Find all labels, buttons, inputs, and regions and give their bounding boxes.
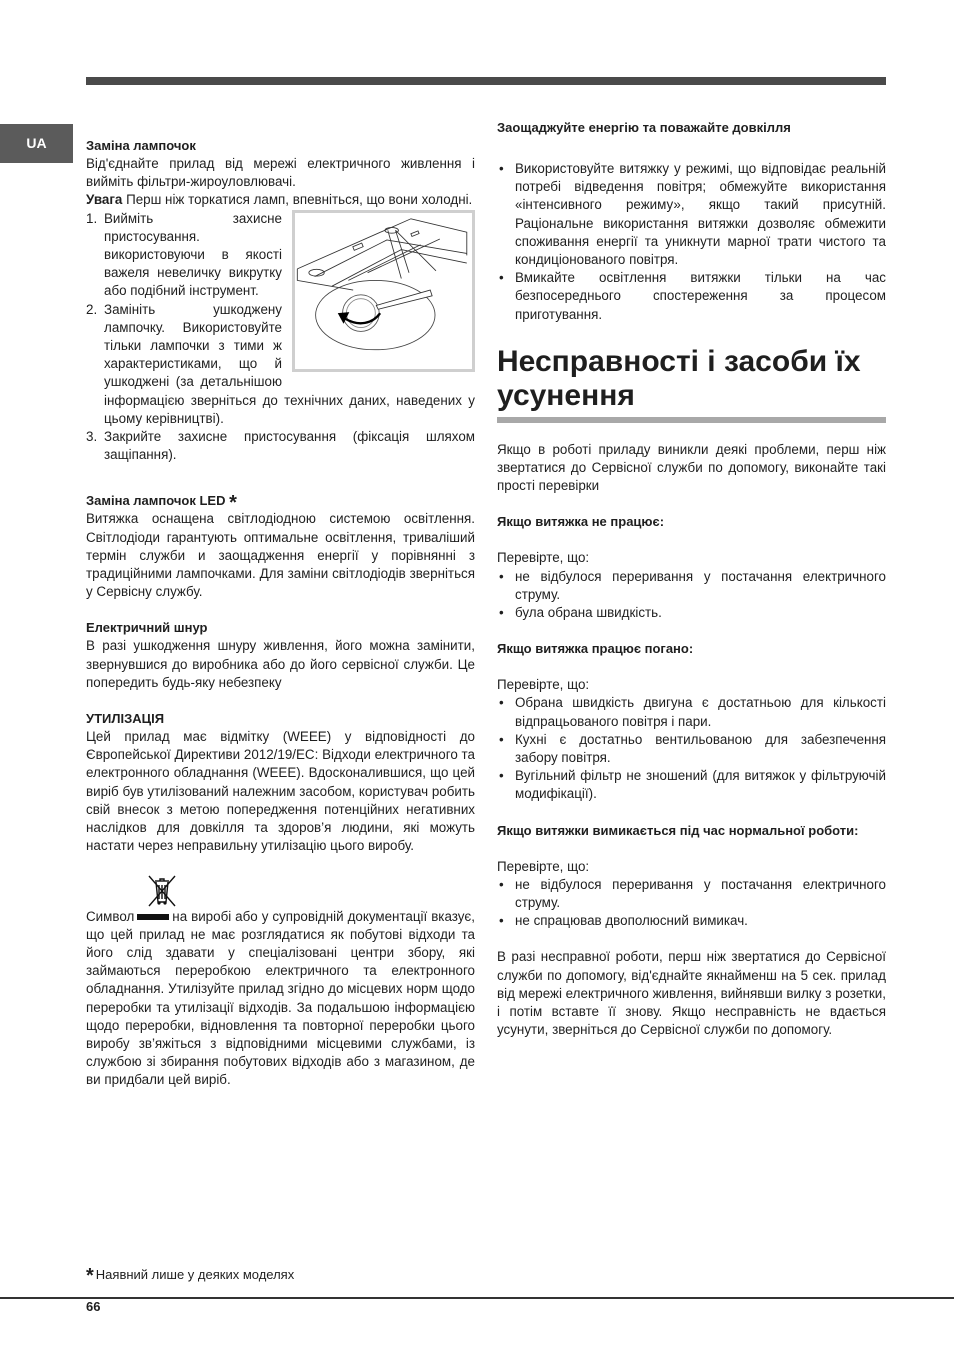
lamp-step: 2. Замініть ушкоджену лампочку. Використовуйте тільки лампочки з тими ж характеристиками, що й ушкоджені (за детальнішою інформацією зверніться до технічних даних, наведених у цьому керівництві). bbox=[86, 301, 475, 426]
led-section bbox=[86, 490, 475, 601]
language-tab: UA bbox=[0, 124, 73, 163]
lamp-step: 1. Вийміть захисне пристосування. використовуючи в якості важеля невеличку викрутку або подібний інструмент. bbox=[86, 210, 282, 299]
list-item: • Кухні є достатньо вентильованою для забезпечення забору повітря. bbox=[497, 731, 886, 767]
weee-symbol-block bbox=[86, 872, 475, 1090]
page-number: 66 bbox=[86, 1299, 101, 1314]
footer-rule bbox=[0, 1297, 954, 1299]
list-item: • не спрацював двополюсний вимикач. bbox=[497, 912, 886, 930]
list-item: • не відбулося переривання у постачання електричного струму. bbox=[497, 876, 886, 912]
problem-heading: Якщо витяжка не працює: bbox=[497, 514, 665, 530]
cord-section bbox=[86, 619, 475, 692]
disposal-section bbox=[86, 710, 475, 1089]
right-column bbox=[497, 119, 886, 1040]
footnote: * Наявний лише у деяких моделях bbox=[86, 1265, 295, 1287]
check-list bbox=[497, 876, 886, 931]
lamp-replacement-section bbox=[86, 137, 475, 464]
led-heading: Заміна лампочок LED * bbox=[86, 492, 237, 515]
problem-block bbox=[497, 640, 886, 803]
energy-heading: Заощаджуйте енергію та поважайте довкілля bbox=[497, 120, 791, 135]
header-rule bbox=[86, 77, 886, 85]
check-label: Перевірте, що: bbox=[497, 550, 590, 566]
lamp-warning bbox=[86, 191, 475, 209]
energy-section bbox=[497, 119, 886, 324]
list-item: • Використовуйте витяжку у режимі, що відповідає реальній потребі відведення повітря; обмежуйте використання «інтенсивного режиму», якщо такий присутній. Раціональне використання витяжки дозволяє обмежити споживання енергії та уникнути марної трати чистого та кондиціонованого повітря. bbox=[497, 160, 886, 269]
check-list bbox=[497, 694, 886, 803]
page-title: Несправності і засоби їх усунення bbox=[497, 344, 861, 412]
list-item: • не відбулося переривання у постачання електричного струму. bbox=[497, 568, 886, 604]
disposal-heading: УТИЛІЗАЦІЯ bbox=[86, 711, 165, 727]
closing-text: В разі несправної роботи, перш ніж звертатися до Сервісної служби по допомогу, від'єднайте якнайменш на 5 сек. прилад від мережі електричного живлення, вийнявши вилку з розетки, і потім вставте її знову. Якщо несправність не вдається усунути, зверніться до Сервісної служби по допомогу. bbox=[497, 949, 886, 1038]
left-column bbox=[86, 137, 475, 1090]
warning-label: Увага bbox=[86, 192, 123, 208]
lamp-step: 3. Закрийте захисне пристосування (фіксація шляхом защіпання). bbox=[86, 429, 475, 463]
cord-text: В разі ушкодження шнуру живлення, його можна замінити, звернувшися до виробника або до його сервісної служби. Це попередить будь-яку небезпеку bbox=[86, 638, 475, 690]
troubleshooting-intro: Якщо в роботі приладу виникли деякі проблеми, перш ніж звертатися до Сервісної служби по допомогу, виконайте такі прості перевірки bbox=[497, 441, 886, 494]
weee-bar-icon bbox=[137, 914, 169, 920]
list-item: • Вмикайте освітлення витяжки тільки на час безпосереднього спостереження за процесом приготування. bbox=[497, 269, 886, 324]
troubleshooting-section bbox=[497, 345, 886, 1040]
crossed-bin-icon bbox=[144, 872, 180, 908]
check-label: Перевірте, що: bbox=[497, 677, 590, 693]
led-text: Витяжка оснащена світлодіодною системою освітлення. Світлодіоди гарантують оптимальне освітлення, триваліший термін служби и заощадження енергії у порівнянні з традиційними лампочками. Для заміни світлодіодів зверніться у Сервісну службу. bbox=[86, 511, 475, 600]
symbol-text: Символ на виробі або у супровідній документації вказує, що цей прилад не має розглядатися як побутові відходи та його слід здавати у спеціалізовані центри збору, які займаються переробкою електричного та електронного обладнання. Утилізуйте прилад згідно до місцевих норм щодо переробки та утилізації відходів. За подальшою інформацією щодо переробки, відновлення та повторної переробки цього виробу зв’яжіться з відповідними місцевими службами, із службою зі збирання побутових відходів або з магазином, де ви придбали цей виріб. bbox=[86, 908, 475, 1088]
asterisk: * bbox=[86, 1265, 94, 1287]
check-list bbox=[497, 568, 886, 623]
title-underline bbox=[497, 417, 886, 423]
energy-bullets bbox=[497, 160, 886, 324]
asterisk: * bbox=[229, 492, 237, 515]
problem-block bbox=[497, 513, 886, 622]
list-item: • була обрана швидкість. bbox=[497, 604, 886, 622]
problem-block bbox=[497, 822, 886, 931]
problem-heading: Якщо витяжка працює погано: bbox=[497, 641, 694, 657]
lamp-steps bbox=[86, 210, 475, 465]
list-item: • Обрана швидкість двигуна є достатньою для кількості відпрацьованого повітря і пари. bbox=[497, 694, 886, 730]
warning-text: Перш ніж торкатися ламп, впевніться, що вони холодні. bbox=[122, 192, 473, 208]
lamp-heading: Заміна лампочок bbox=[86, 138, 196, 153]
cord-heading: Електричний шнур bbox=[86, 620, 208, 636]
check-label: Перевірте, що: bbox=[497, 858, 590, 874]
list-item: • Вугільний фільтр не зношений (для витяжок у фільтруючій модифікації). bbox=[497, 767, 886, 803]
lamp-intro: Від'єднайте прилад від мережі електричного живлення і вийміть фільтри-жироуловлювачі. bbox=[86, 156, 475, 190]
problem-heading: Якщо витяжки вимикається під час нормальної роботи: bbox=[497, 822, 859, 838]
disposal-text: Цей прилад має відмітку (WEEE) у відповідності до Європейської Директиви 2012/19/EC: Відходи електричного та електронного обладнання (WEEE). Вдосконалившися, що цей виріб був утилізований належним засобом, користувач робить свій внесок з метою попередження потенційних негативних наслідков для довкілля та здоров’я людини, які можуть настати через неправильну утилізацію цього виробу. bbox=[86, 729, 475, 854]
